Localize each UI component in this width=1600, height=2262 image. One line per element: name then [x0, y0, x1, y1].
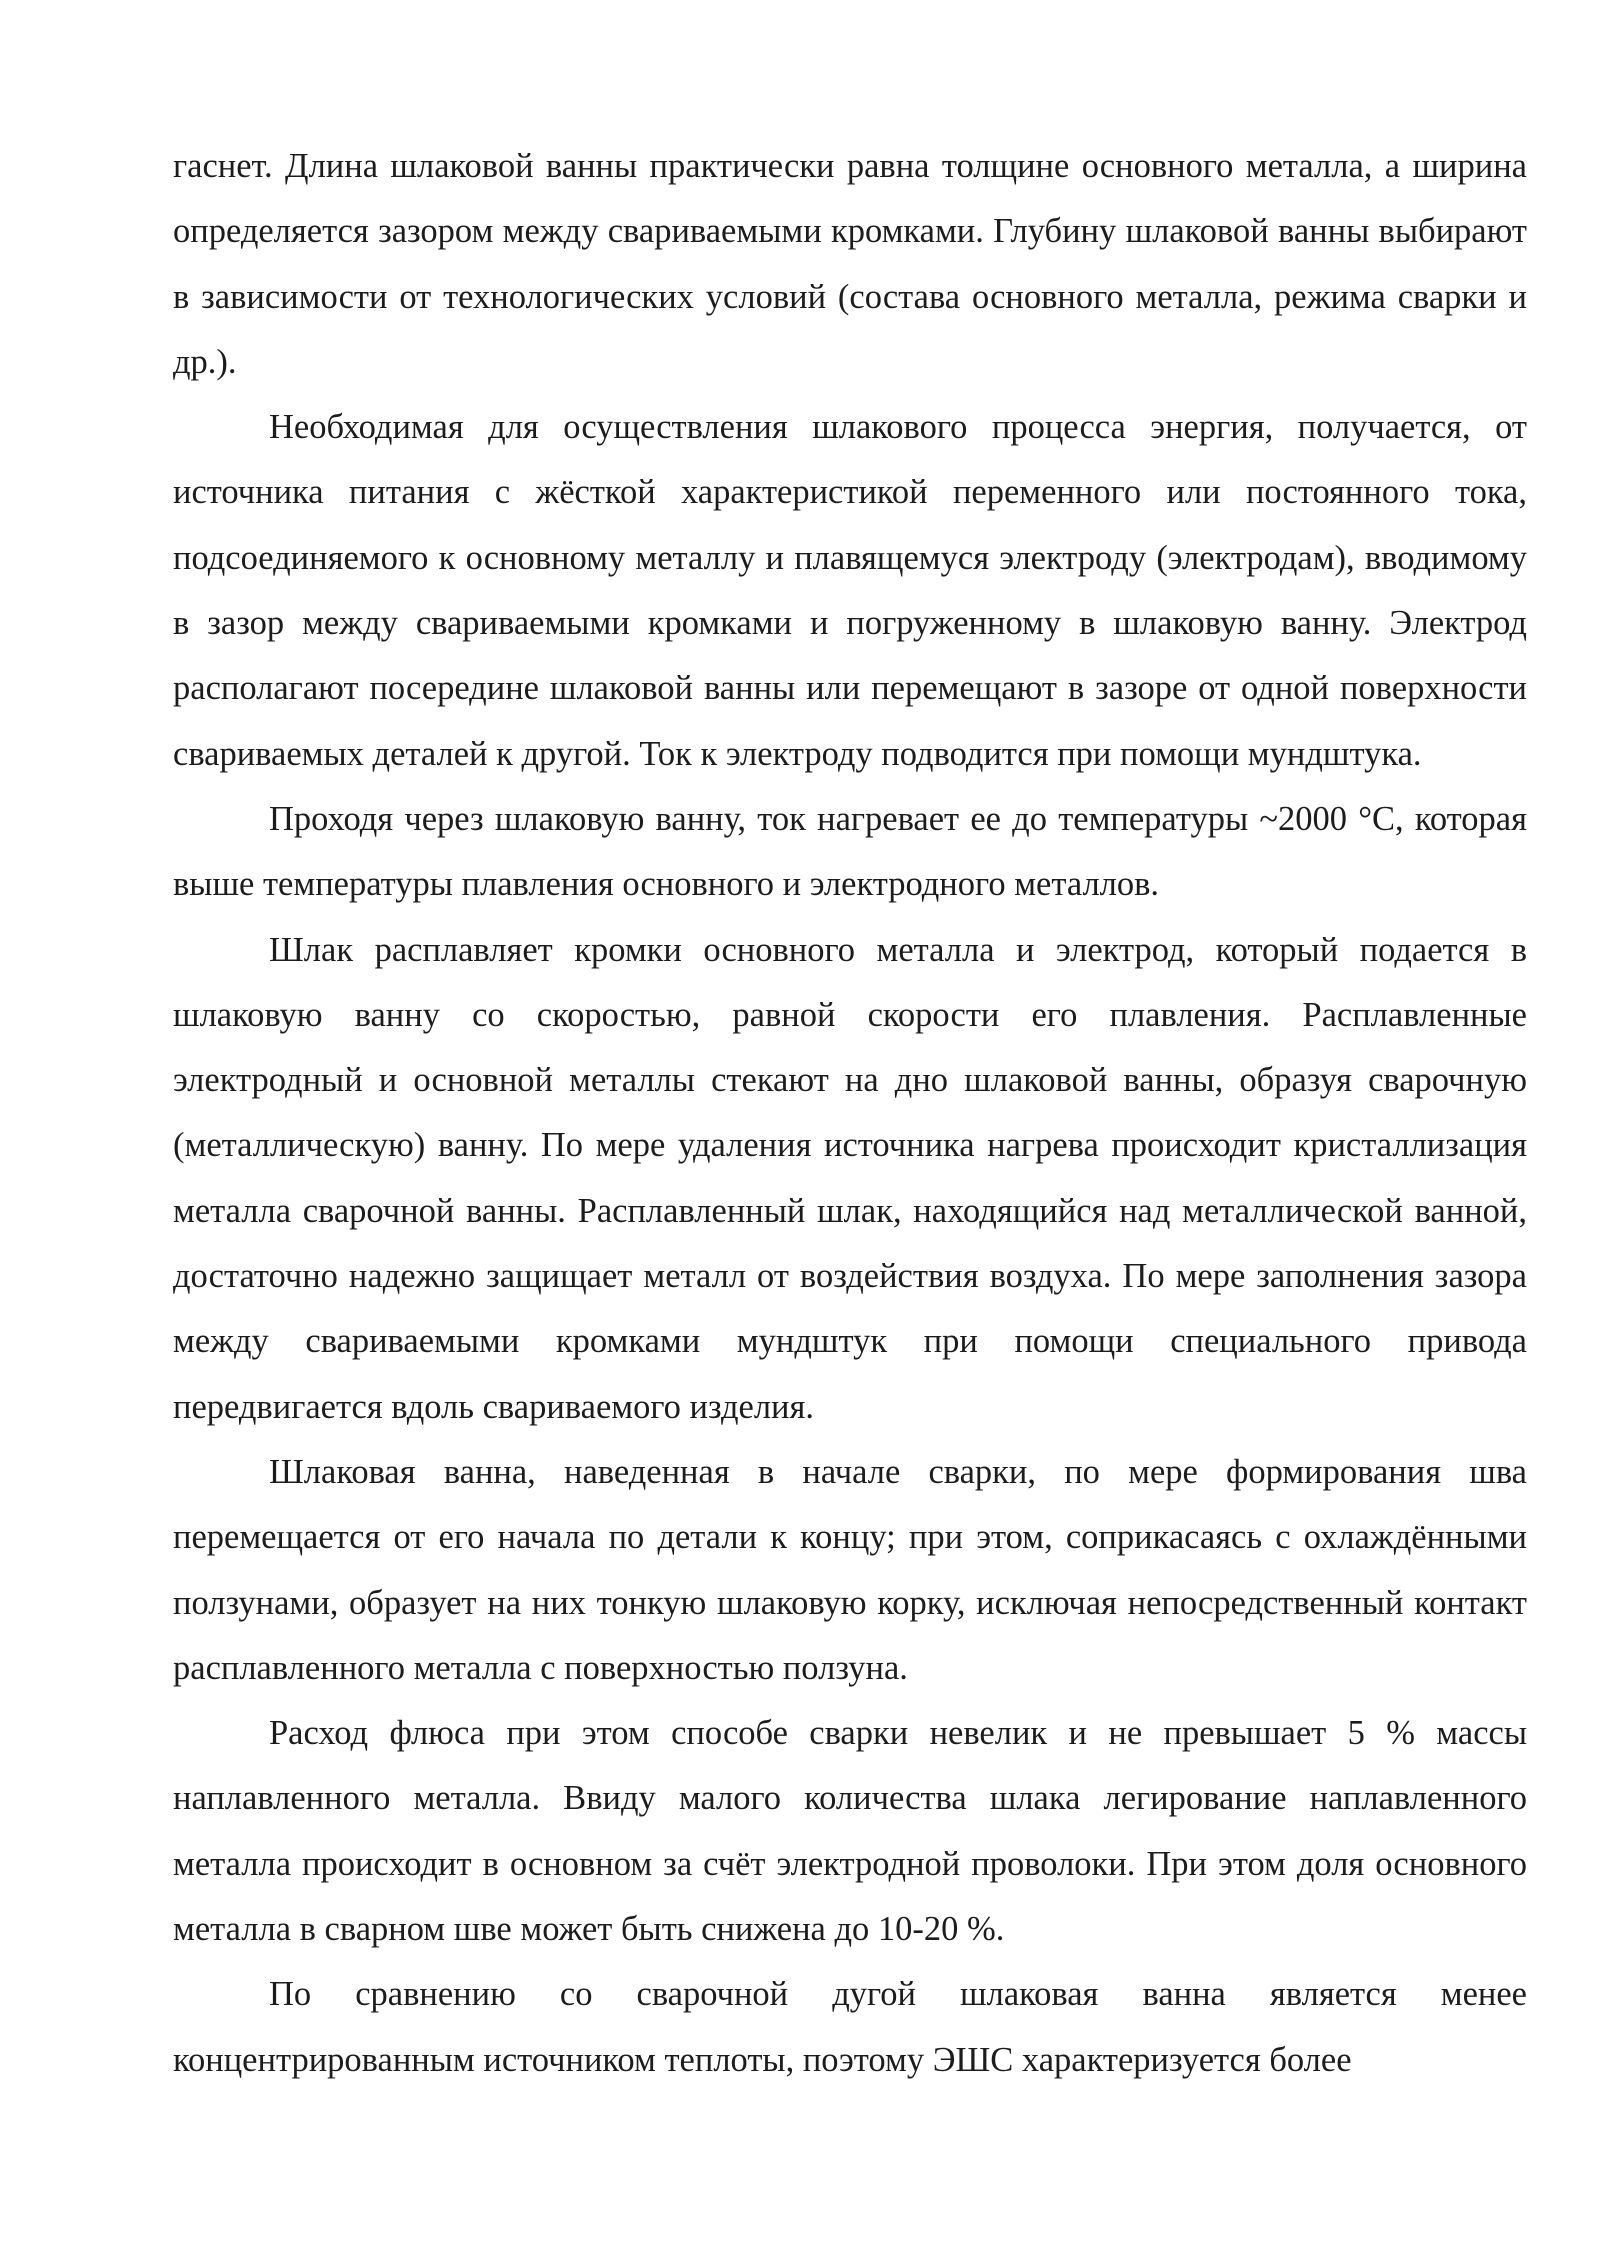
paragraph-power-source: Необходимая для осуществления шлакового процесса энергия, получается, от источника питания с жёсткой характеристикой переменного или постоянного тока, подсоединяемого к основному металлу и плавящемуся электроду (электродам), вводимому в зазор между свариваемыми кромками и погруженному в шлаковую ванну. Электрод располагают посередине шлаковой ванны или перемещают в зазоре от одной поверхности свариваемых деталей к другой. Ток к электроду подводится при помощи мундштука.: [173, 408, 1527, 773]
paragraph-flux-consumption: Расход флюса при этом способе сварки невелик и не превышает 5 % массы наплавленного металла. Ввиду малого количества шлака легирование наплавленного металла происходит в основном за счёт электродной проволоки. При этом доля основного металла в сварном шве может быть снижена до 10-20 %.: [173, 1714, 1527, 1949]
paragraph-heat-source-comparison: По сравнению со сварочной дугой шлаковая ванна является менее концентрированным источником теплоты, поэтому ЭШС характеризуется более: [173, 1975, 1527, 2079]
document-page: [173, 134, 1527, 2093]
paragraph-melting-process: Шлак расплавляет кромки основного металла и электрод, который подается в шлаковую ванну со скоростью, равной скорости его плавления. Расплавленные электродный и основной металлы стекают на дно шлаковой ванны, образуя сварочную (металлическую) ванну. По мере удаления источника нагрева происходит кристаллизация металла сварочной ванны. Расплавленный шлак, находящийся над металлической ванной, достаточно надежно защищает металл от воздействия воздуха. По мере заполнения зазора между свариваемыми кромками мундштук при помощи специального привода передвигается вдоль свариваемого изделия.: [173, 930, 1527, 1426]
paragraph-slag-bath-dimensions: гаснет. Длина шлаковой ванны практически равна толщине основного металла, а ширина определяется зазором между свариваемыми кромками. Глубину шлаковой ванны выбирают в зависимости от технологических условий (состава основного металла, режима сварки и др.).: [173, 147, 1527, 381]
paragraph-slag-crust: Шлаковая ванна, наведенная в начале сварки, по мере формирования шва перемещается от его начала по детали к концу; при этом, соприкасаясь с охлаждёнными ползунами, образует на них тонкую шлаковую корку, исключая непосредственный контакт расплавленного металла с поверхностью ползуна.: [173, 1452, 1527, 1687]
paragraph-bath-temperature: Проходя через шлаковую ванну, ток нагревает ее до температуры ~2000 °С, которая выше температуры плавления основного и электродного металлов.: [173, 799, 1527, 904]
